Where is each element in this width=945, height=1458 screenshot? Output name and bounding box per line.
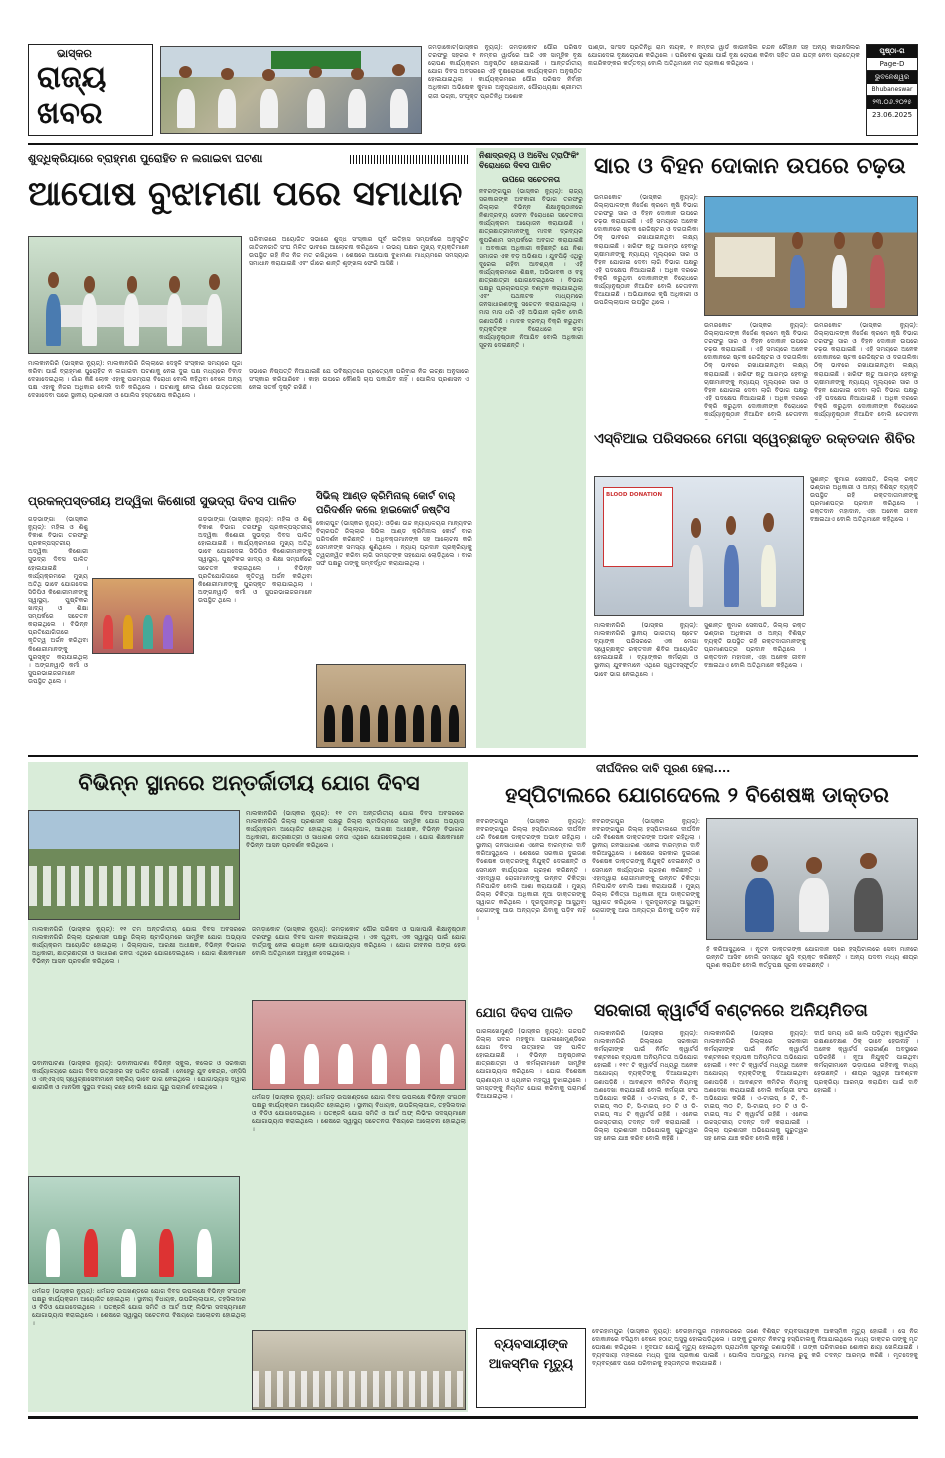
kicker-hatch — [350, 155, 470, 164]
drugs-body: ନବରଙ୍ଗପୁର (ଭାସ୍କର ନ୍ୟୁଜ୍): ରାଜ୍ୟ ସରକାରଙ୍କ ଅବକାରୀ ବିଭାଗ ତରଫରୁ ଜିଲ୍ଲାର ବିଭିନ୍ନ ଶିକ୍ଷାନୁଷ୍ଠାନରେ ନିଶାଦ୍ରବ୍ୟ ସେବନ ବିରୋଧରେ ସଚେତନତା କାର୍ଯ୍ୟକ୍ରମ ଆୟୋଜନ କରାଯାଉଛି । ଛାତ୍ରଛାତ୍ରୀମାନଙ୍କୁ ମାଦକ ଦ୍ରବ୍ୟର କୁପରିଣାମ ସମ୍ପର୍କରେ ଅବଗତ କରାଯାଇଛି । ଅବକାରୀ ଅଧିକାରୀ କହିଛନ୍ତି ଯେ ନିଶା ସମାଜର ଏକ ବଡ଼ ଅଭିଶାପ । ଯୁବପିଢ଼ି ଏଥିରୁ ଦୂରେଇ ରହିବା ଆବଶ୍ୟକ । ଏହି କାର୍ଯ୍ୟକ୍ରମରେ ଶିକ୍ଷକ, ଅଭିଭାବକ ଓ ବହୁ ଛାତ୍ରଛାତ୍ରୀ ଯୋଗଦେଇଥିଲେ । ବିଭାଗ ପକ୍ଷରୁ ପ୍ରଚାରପତ୍ର ବଣ୍ଟନ କରାଯାଇଥିଲା ଏବଂ ପଥନାଟକ ମାଧ୍ୟମରେ ଜନସାଧାରଣଙ୍କୁ ସଚେତନ କରାଯାଇଥିଲା । ମାସ ମାସ ଧରି ଏହି ଅଭିଯାନ ଚାଲିବ ବୋଲି ଜଣାପଡ଼ିଛି । ମାଦକ ଦ୍ରବ୍ୟ ବିକ୍ରି କରୁଥିବା ବ୍ୟକ୍ତିଙ୍କ ବିରୋଧରେ କଡ଼ା କାର୍ଯ୍ୟାନୁଷ୍ଠାନ ନିଆଯିବ ବୋଲି ଅଧିକାରୀ ସୂଚନା ଦେଇଛନ୍ତି । — [479, 188, 583, 349]
page-info-box — [866, 44, 918, 136]
quarters-body-2: ମାଲକାନଗିରି (ଭାସ୍କର ନ୍ୟୁଜ୍): ମାଲକାନଗିରି ଜିଲ୍ଲାରେ ସରକାରୀ କର୍ମଚାରୀଙ୍କ ପାଇଁ ନିର୍ମିତ କ୍ୱାର୍ଟର୍ସ ବଣ୍ଟନରେ ବ୍ୟାପକ ଅନିୟମିତତା ଅଭିଯୋଗ ହୋଇଛି । ୧୧୯ ଟି କ୍ୱାର୍ଟର୍ସ ମଧ୍ୟରୁ ଅନେକ ଅଯୋଗ୍ୟ ବ୍ୟକ୍ତିଙ୍କୁ ଦିଆଯାଇଥିବା ଜଣାପଡ଼ିଛି । ଆବଣ୍ଟନ କମିଟିର ନିୟମକୁ ଅଣଦେଖା କରାଯାଇଛି ବୋଲି କର୍ମଚାରୀ ସଂଘ ଅଭିଯୋଗ କରିଛି । ଏ-ଟାଇପ୍ ୫ ଟି, ବି-ଟାଇପ୍ ୩୦ ଟି, ସି-ଟାଇପ୍ ୫୦ ଟି ଓ ଡି-ଟାଇପ୍ ୩୪ ଟି କ୍ୱାର୍ଟର୍ସ ରହିଛି । ଏନେଇ ଉଚ୍ଚସ୍ତରୀୟ ତଦନ୍ତ ଦାବି କରାଯାଇଛି । ଜିଲ୍ଲା ପ୍ରଶାସନ ଅଭିଯୋଗକୁ ଗୁରୁତ୍ୱର ସହ ନେଇ ଯାଞ୍ଚ କରିବ ବୋଲି କହିଛି । — [704, 1030, 808, 1143]
drugs-sidebar — [476, 148, 586, 748]
seed-photo — [704, 196, 918, 316]
yoga-body-d: ଧର୍ମଗଡ଼ (ଭାସ୍କର ନ୍ୟୁଜ୍): ଧର୍ମଗଡ଼ ଉପଖଣ୍ଡରେ ଯୋଗ ଦିବସ ଉପଲକ୍ଷେ ବିଭିନ୍ନ ସଂଗଠନ ପକ୍ଷରୁ କାର୍ଯ୍ୟକ୍ରମ ଆୟୋଜିତ ହୋଇଥିଲା । ସ୍ଥାନୀୟ ବିଧାୟକ, ଉପଜିଲ୍ଲାପାଳ, ତହସିଲଦାର ଓ ବିଡିଓ ଯୋଗଦେଇଥିଲେ । ପତଞ୍ଜଳି ଯୋଗ ସମିତି ଓ ଆର୍ଟ ଅଫ୍ ଲିଭିଂର ସଦସ୍ୟମାନେ ଯୋଗାଭ୍ୟାସ କରାଇଥିଲେ । ଶେଷରେ ସ୍ୱାସ୍ଥ୍ୟ ସଚେତନତା ବିଷୟରେ ଆଲୋଚନା ହୋଇଥିଲା । — [252, 1094, 466, 1134]
yoga2-body: ପାରଳାଖେମୁଣ୍ଡି (ଭାସ୍କର ନ୍ୟୁଜ୍): ଗଜପତି ଜିଲ୍ଲା ସଦର ମହକୁମା ପାରଳାଖେମୁଣ୍ଡିରେ ଯୋଗ ଦିବସ ଉତ୍ସାହର ସହ ପାଳିତ ହୋଇଯାଇଛି । ବିଭିନ୍ନ ଅନୁଷ୍ଠାନର ଛାତ୍ରଛାତ୍ରୀ ଓ କର୍ମଚାରୀମାନେ ସାମୂହିକ ଯୋଗାଭ୍ୟାସ କରିଥିଲେ । ଯୋଗ ବିଶେଷଜ୍ଞ ପ୍ରାଣାୟାମ ଓ ଧ୍ୟାନର ମହତ୍ତ୍ୱ ବୁଝାଇଥିଲେ । ସମସ୍ତଙ୍କୁ ନିୟମିତ ଯୋଗ କରିବାକୁ ପରାମର୍ଶ ଦିଆଯାଇଥିଲା । — [476, 1028, 586, 1100]
page-label: ପୃଷ୍ଠା-ଗ — [867, 45, 917, 58]
seed-body: ଉମରକୋଟ (ଭାସ୍କର ନ୍ୟୁଜ୍): ଜିଲ୍ଲାପାଳଙ୍କ ନିର୍ଦ୍ଦେଶ କ୍ରମେ କୃଷି ବିଭାଗ ତରଫରୁ ସାର ଓ ବିହନ ଦୋକାନ ଉପରେ ଚଢ଼ଉ କରାଯାଇଛି । ଏହି ସମୟରେ ଅନେକ ଦୋକାନରେ ଷ୍ଟକ ରେଜିଷ୍ଟର ଓ ଦରତାଲିକା ଠିକ୍ ଭାବରେ ରଖାଯାଇନଥିବା ଲକ୍ଷ୍ୟ କରାଯାଇଛି । ଖରିଫ ଋତୁ ଆରମ୍ଭ ହେବାରୁ ଚାଷୀମାନଙ୍କୁ ନ୍ୟାଯ୍ୟ ମୂଲ୍ୟରେ ସାର ଓ ବିହନ ଯୋଗାଇ ଦେବା ଲାଗି ବିଭାଗ ପକ୍ଷରୁ ଏହି ପଦକ୍ଷେପ ନିଆଯାଇଛି । ଅଧିକ ଦରରେ ବିକ୍ରି କରୁଥିବା ଦୋକାନୀଙ୍କ ବିରୋଧରେ କାର୍ଯ୍ୟାନୁଷ୍ଠାନ ନିଆଯିବ ବୋଲି ଚେତାବନୀ ଦିଆଯାଇଛି । ଅଭିଯାନରେ କୃଷି ଅଧିକାରୀ ଓ ଉପଜିଲ୍ଲାପାଳ ଉପସ୍ଥିତ ଥିଲେ । — [594, 194, 698, 307]
story1-body-a: ମାଲକାନଗିରି (ଭାସ୍କର ନ୍ୟୁଜ୍): ମାଲକାନଗିରି ଜିଲ୍ଲାରେ ଦେହୁଳି ସଂସ୍କାର ସମୟରେ ପୂଜା କରିବା ପାଇଁ ବ୍ରାହ୍ମଣ ପୁରୋହିତ ନ ଲଗାଇବା ଘଟଣାକୁ ନେଇ ଦୁଇ ପକ୍ଷ ମଧ୍ୟରେ ବିବାଦ ଦେଖାଦେଇଥିଲା । ଗାଁର କିଛି ଲୋକ ଏହାକୁ ପରମ୍ପରା ବିରୋଧୀ ବୋଲି କହିଥିବା ବେଳେ ଅନ୍ୟ ପକ୍ଷ ଏହାକୁ ନିଜର ଅଧିକାର ବୋଲି ଦାବି କରିଥିଲେ । ଘଟଣାକୁ ନେଇ ଗାଁରେ ଉତ୍ତେଜନା ଦେଖାଦେବା ପରେ ସ୍ଥାନୀୟ ପ୍ରଶାସନ ଓ ପୋଲିସ ହସ୍ତକ୍ଷେପ କରିଥିଲେ । — [28, 360, 242, 400]
yoga-body-a: ମାଲକାନଗିରି (ଭାସ୍କର ନ୍ୟୁଜ୍): ୧୧ ତମ ଅନ୍ତର୍ଜାତୀୟ ଯୋଗ ଦିବସ ଅବସରରେ ମାଲକାନଗିରି ଜିଲ୍ଲା ପ୍ରଶାସନ ପକ୍ଷରୁ ଜିଲ୍ଲା ଷ୍ଟାଡିୟମରେ ସାମୂହିକ ଯୋଗ ଅଭ୍ୟାସ କାର୍ଯ୍ୟକ୍ରମ ଆୟୋଜିତ ହୋଇଥିଲା । ଜିଲ୍ଲାପାଳ, ଆରକ୍ଷୀ ଅଧୀକ୍ଷକ, ବିଭିନ୍ନ ବିଭାଗର ଅଧିକାରୀ, ଛାତ୍ରଛାତ୍ରୀ ଓ ସାଧାରଣ ଜନତା ଏଥିରେ ଯୋଗଦେଇଥିଲେ । ଯୋଗ ଶିକ୍ଷକମାନେ ବିଭିନ୍ନ ଆସନ ପ୍ରଦର୍ଶନ କରିଥିଲେ । — [246, 810, 464, 850]
yoga2-headline: ଯୋଗ ଦିବସ ପାଳିତ — [476, 1006, 573, 1021]
blood-banner-text: BLOOD DONATION — [606, 492, 663, 498]
story1-kicker: ଶୁଦ୍ଧିକ୍ରିୟାରେ ବ୍ରାହ୍ମଣ ପୁରୋହିତ ନ ଲଗାଇବା ଘଟଣା — [28, 152, 263, 165]
bottom-rule — [28, 1416, 918, 1419]
seed-headline: ସାର ଓ ବିହନ ଦୋକାନ ଉପରେ ଚଢ଼ଉ — [594, 154, 906, 179]
yoga-photo-3 — [28, 1176, 240, 1284]
hospital-body-b: ହଁ କରିଆସୁଥିଲେ । ନୂତନ ଡାକ୍ତରଙ୍କ ଯୋଗଦାନ ପରେ ହସ୍ପିଟାଲରେ ସେବା ମାନରେ ଉନ୍ନତି ଆସିବ ବୋଲି ସମସ୍ତେ ଖୁସି ବ୍ୟକ୍ତ କରିଛନ୍ତି । ଅନ୍ୟ ପଦବୀ ମଧ୍ୟ ଶୀଘ୍ର ପୂରଣ କରାଯିବ ବୋଲି କର୍ତ୍ତୃପକ୍ଷ ସୂଚନା ଦେଇଛନ୍ତି । — [706, 946, 918, 970]
brand-word1: ରାଜ୍ୟ — [37, 60, 107, 95]
court-photo — [316, 664, 466, 748]
story1-body-c: ସଭାରେ ନିଷ୍ପତ୍ତି ନିଆଯାଇଛି ଯେ ଭବିଷ୍ୟତରେ ପ୍ରତ୍ୟେକ ପରିବାର ନିଜ ଇଚ୍ଛା ଅନୁସାରେ ସଂସ୍କାର କରିପାରିବେ । କାହା ଉପରେ କୌଣସି ଚାପ ପକାଯିବ ନାହିଁ । ପୋଲିସ ପ୍ରଶାସନ ଏ ନେଇ ସତର୍କ ଦୃଷ୍ଟି ରଖିଛି । — [249, 368, 469, 392]
adolescent-headline: ପ୍ରକଳ୍ପସ୍ତରୀୟ ଅଦ୍ୱିକା କିଶୋରୀ ସୁଭଦ୍ରା ଦିବସ ପାଳିତ — [28, 494, 297, 508]
yoga-body-b: ଜମଡ଼ାକୋଟ (ଭାସ୍କର ନ୍ୟୁଜ୍): ଜମଡ଼ାକୋଟ ପୌର ପରିଷଦ ଓ ପାଖାପାଖି ଶିକ୍ଷାନୁଷ୍ଠାନ ତରଫରୁ ଯୋଗ ଦିବସ ପାଳନ କରାଯାଇଥିଲା । ଏକ ପୃଥିବୀ, ଏକ ସ୍ୱାସ୍ଥ୍ୟ ପାଇଁ ଯୋଗ ବାର୍ତ୍ତାକୁ ନେଇ ଶତାଧିକ ଲୋକ ଯୋଗାଭ୍ୟାସ କରିଥିଲେ । ଯୋଗ ଜୀବନର ଅଙ୍ଗ ହେଉ ବୋଲି ଅତିଥିମାନେ ଆହ୍ୱାନ ଦେଇଥିଲେ । — [252, 926, 466, 958]
death-headline: ବ୍ୟବସାୟୀଙ୍କ ଆକସ୍ମିକ ମୃତ୍ୟୁ — [488, 1337, 574, 1372]
city-en: Bhubaneswar — [867, 84, 917, 96]
brand-top: ଭାସ୍କର — [57, 47, 92, 60]
quarters-headline: ସରକାରୀ କ୍ୱାର୍ଟର୍ସ ବଣ୍ଟନରେ ଅନିୟମିତତା — [594, 1001, 868, 1021]
adolescent-body: ଗଡ଼ଭାଙ୍ଗା (ଭାସ୍କର ନ୍ୟୁଜ୍): ମହିଳା ଓ ଶିଶୁ ବିକାଶ ବିଭାଗ ତରଫରୁ ପ୍ରକଳ୍ପସ୍ତରୀୟ ଅଦ୍ୱିକା କିଶୋରୀ ସୁଭଦ୍ରା ଦିବସ ପାଳିତ ହୋଇଯାଇଛି । କାର୍ଯ୍ୟକ୍ରମରେ ମୁଖ୍ୟ ଅତିଥି ଭାବେ ଯୋଗଦେଇ ସିଡିପିଓ କିଶୋରୀମାନଙ୍କୁ ସ୍ୱାସ୍ଥ୍ୟ, ପୁଷ୍ଟିକର ଖାଦ୍ୟ ଓ ଶିକ୍ଷା ସମ୍ପର୍କରେ ସଚେତନ କରାଇଥିଲେ । ବିଭିନ୍ନ ପ୍ରତିଯୋଗିତାରେ କୃତିତ୍ୱ ଅର୍ଜନ କରିଥିବା କିଶୋରୀମାନଙ୍କୁ ପୁରସ୍କୃତ କରାଯାଇଥିଲା । ଅଙ୍ଗନୱାଡ଼ି କର୍ମୀ ଓ ସୁପରଭାଇଜରମାନେ ଉପସ୍ଥିତ ଥିଲେ । — [28, 516, 88, 685]
mid-rule — [28, 755, 918, 757]
adolescent-body-b: ଗଡ଼ଭାଙ୍ଗା (ଭାସ୍କର ନ୍ୟୁଜ୍): ମହିଳା ଓ ଶିଶୁ ବିକାଶ ବିଭାଗ ତରଫରୁ ପ୍ରକଳ୍ପସ୍ତରୀୟ ଅଦ୍ୱିକା କିଶୋରୀ ସୁଭଦ୍ରା ଦିବସ ପାଳିତ ହୋଇଯାଇଛି । କାର୍ଯ୍ୟକ୍ରମରେ ମୁଖ୍ୟ ଅତିଥି ଭାବେ ଯୋଗଦେଇ ସିଡିପିଓ କିଶୋରୀମାନଙ୍କୁ ସ୍ୱାସ୍ଥ୍ୟ, ପୁଷ୍ଟିକର ଖାଦ୍ୟ ଓ ଶିକ୍ଷା ସମ୍ପର୍କରେ ସଚେତନ କରାଇଥିଲେ । ବିଭିନ୍ନ ପ୍ରତିଯୋଗିତାରେ କୃତିତ୍ୱ ଅର୍ଜନ କରିଥିବା କିଶୋରୀମାନଙ୍କୁ ପୁରସ୍କୃତ କରାଯାଇଥିଲା । ଅଙ୍ଗନୱାଡ଼ି କର୍ମୀ ଓ ସୁପରଭାଇଜରମାନେ ଉପସ୍ଥିତ ଥିଲେ । — [198, 516, 312, 604]
blood-body-c: ସୁଶାନ୍ତ କୁମାର ସେନାପତି, ଜିଲ୍ଲା ରକ୍ତ ଭଣ୍ଡାର ଅଧିକାରୀ ଓ ଅନ୍ୟ ବିଶିଷ୍ଟ ବ୍ୟକ୍ତି ଉପସ୍ଥିତ ରହି ରକ୍ତଦାତାମାନଙ୍କୁ ପ୍ରମାଣପତ୍ର ପ୍ରଦାନ କରିଥିଲେ । ରକ୍ତଦାନ ମହାଦାନ, ଏହା ଅନେକ ଜୀବନ ବଞ୍ଚାଇଥାଏ ବୋଲି ଅତିଥିମାନେ କହିଥିଲେ । — [704, 622, 806, 670]
quarters-body-b: ଦୀର୍ଘ ସମୟ ଧରି ଖାଲି ପଡ଼ିଥିବା କ୍ୱାର୍ଟର୍ସର ରକ୍ଷଣାବେକ୍ଷଣ ଠିକ୍ ଭାବେ ହେଉନାହିଁ । ଅନେକ କ୍ୱାର୍ଟର୍ସ ଜରାଜୀର୍ଣ୍ଣ ଅବସ୍ଥାରେ ପଡ଼ିରହିଛି । ନୂଆ ନିଯୁକ୍ତି ପାଇଥିବା କର୍ମଚାରୀମାନେ ଭଡ଼ାଘରେ ରହିବାକୁ ବାଧ୍ୟ ହେଉଛନ୍ତି । ଶୀଘ୍ର ସ୍ୱଚ୍ଛ ଆବଣ୍ଟନ ପ୍ରକ୍ରିୟା ଆରମ୍ଭ କରାଯିବା ପାଇଁ ଦାବି ହୋଇଛି । — [814, 1030, 918, 1094]
hospital-body: ନବରଙ୍ଗପୁର (ଭାସ୍କର ନ୍ୟୁଜ୍): ନବରଙ୍ଗପୁର ଜିଲ୍ଲା ହସ୍ପିଟାଲରେ ଦୀର୍ଘଦିନ ଧରି ବିଶେଷଜ୍ଞ ଡାକ୍ତରଙ୍କ ଅଭାବ ରହିଥିଲା । ସ୍ଥାନୀୟ ଜନସାଧାରଣ ଏନେଇ ବାରମ୍ବାର ଦାବି କରିଆସୁଥିଲେ । ଶେଷରେ ସରକାର ଦୁଇଜଣ ବିଶେଷଜ୍ଞ ଡାକ୍ତରଙ୍କୁ ନିଯୁକ୍ତି ଦେଇଛନ୍ତି ଓ ସେମାନେ କାର୍ଯ୍ୟଭାର ଗ୍ରହଣ କରିଛନ୍ତି । ଏହାଦ୍ୱାରା ରୋଗୀମାନଙ୍କୁ ଉନ୍ନତ ଚିକିତ୍ସା ମିଳିପାରିବ ବୋଲି ଆଶା କରାଯାଉଛି । ମୁଖ୍ୟ ଜିଲ୍ଲା ଚିକିତ୍ସା ଅଧିକାରୀ ନୂଆ ଡାକ୍ତରଙ୍କୁ ସ୍ୱାଗତ କରିଥିଲେ । ଦୂରଦୂରାନ୍ତରୁ ଆସୁଥିବା ରୋଗୀଙ୍କୁ ଆଉ ଅନ୍ୟତ୍ର ଯିବାକୁ ପଡ଼ିବ ନାହିଁ । — [476, 818, 586, 923]
top-story-col2: ପାଣ୍ଡା, ସାଂସଦ ପ୍ରତିନିଧି ରାମ ନାୟକ, ୧ ନମ୍ବର ୱାର୍ଡ କାଉନସିଲ ଚନ୍ଦନ ଚୌହାନ ସହ ଅନ୍ୟ କାଉନସିଲର ଯୋଗଦେଇ ବୃକ୍ଷରୋପଣ କରିଥିଲେ । ପରିବେଶ ସୁରକ୍ଷା ପାଇଁ ବୃକ୍ଷ ରୋପଣ କରିବା ସହିତ ତାର ଯତ୍ନ ନେବା ପ୍ରତ୍ୟେକ ନାଗରିକଙ୍କର କର୍ତ୍ତବ୍ୟ ବୋଲି ଅତିଥିମାନେ ମତ ପ୍ରକାଶ କରିଥିଲେ । — [588, 44, 860, 68]
blood-body-a: ମାଲକାନଗିରି (ଭାସ୍କର ନ୍ୟୁଜ୍): ମାଲକାନଗିରି ସ୍ଥାନୀୟ ଭାରତୀୟ ଷ୍ଟେଟ ବ୍ୟାଙ୍କ ପରିସରରେ ଏକ ମେଗା ସ୍ୱେଚ୍ଛାକୃତ ରକ୍ତଦାନ ଶିବିର ଆୟୋଜିତ ହୋଇଯାଇଛି । ବ୍ୟାଙ୍କର କର୍ମଚାରୀ ଓ ସ୍ଥାନୀୟ ଯୁବକମାନେ ଏଥିରେ ସ୍ୱତଃସ୍ଫୂର୍ତ୍ତ ଭାବେ ଭାଗ ନେଇଥିଲେ । — [594, 622, 698, 678]
hospital-photo — [706, 818, 918, 940]
story1-body-b: ପରିବାରରେ ଅୟୋଜିତ ସଭାରେ ଶୁଦ୍ଧ ସଂସ୍କାର ପୂର୍ବ ଇତିହାସ ସମ୍ପର୍କରେ ଅନୁସୂଚିତ ଜାତିଜନଜାତି ସଂଘ ମିଳିତ ଭାବରେ ଆଲୋଚନା କରିଥିଲେ । ଉଭୟ ପକ୍ଷର ମୁଖ୍ୟ ବ୍ୟକ୍ତିମାନେ ଉପସ୍ଥିତ ରହି ନିଜ ନିଜ ମତ ରଖିଥିଲେ । ଶେଷରେ ଆପୋଷ ବୁଝାମଣା ମାଧ୍ୟମରେ ସମସ୍ୟାର ସମାଧାନ କରାଯାଇଛି ଏବଂ ଗାଁରେ ଶାନ୍ତି ଶୃଙ୍ଖଳା ଫେରି ଆସିଛି । — [249, 236, 469, 268]
yoga-body-e: ଧର୍ମଗଡ଼ (ଭାସ୍କର ନ୍ୟୁଜ୍): ଧର୍ମଗଡ଼ ଉପଖଣ୍ଡରେ ଯୋଗ ଦିବସ ଉପଲକ୍ଷେ ବିଭିନ୍ନ ସଂଗଠନ ପକ୍ଷରୁ କାର୍ଯ୍ୟକ୍ରମ ଆୟୋଜିତ ହୋଇଥିଲା । ସ୍ଥାନୀୟ ବିଧାୟକ, ଉପଜିଲ୍ଲାପାଳ, ତହସିଲଦାର ଓ ବିଡିଓ ଯୋଗଦେଇଥିଲେ । ପତଞ୍ଜଳି ଯୋଗ ସମିତି ଓ ଆର୍ଟ ଅଫ୍ ଲିଭିଂର ସଦସ୍ୟମାନେ ଯୋଗାଭ୍ୟାସ କରାଇଥିଲେ । ଶେଷରେ ସ୍ୱାସ୍ଥ୍ୟ ସଚେତନତା ବିଷୟରେ ଆଲୋଚନା ହୋଇଥିଲା । — [32, 1288, 246, 1328]
story1-photo — [28, 236, 242, 354]
court-body: କୋରାପୁଟ (ଭାସ୍କର ନ୍ୟୁଜ୍): ଓଡ଼ିଶା ଉଚ୍ଚ ନ୍ୟାୟାଳୟର ମାନ୍ୟବର ବିଚାରପତି ଜିଲ୍ଲାର ସିଭିଲ ଆଣ୍ଡ କ୍ରିମିନାଲ କୋର୍ଟ ବାର ପରିଦର୍ଶନ କରିଛନ୍ତି । ଅଧିବକ୍ତାମାନଙ୍କ ସହ ଆଲୋଚନା କରି ସେମାନଙ୍କ ସମସ୍ୟା ଶୁଣିଥିଲେ । ନ୍ୟାୟ ପ୍ରଦାନ ପ୍ରକ୍ରିୟାକୁ ତ୍ୱରାନ୍ୱିତ କରିବା ଲାଗି ସମସ୍ତଙ୍କ ସହଯୋଗ ଲୋଡ଼ିଥିଲେ । ବାର ସଙ୍ଘ ପକ୍ଷରୁ ତାଙ୍କୁ ସମ୍ବର୍ଦ୍ଧିତ କରାଯାଇଥିଲା । — [316, 520, 472, 568]
date-en: 23.06.2025 — [871, 111, 913, 119]
drugs-kicker: ଉପରେ ସଚେତନତା — [502, 175, 560, 184]
brand-word2: ଖବର — [37, 96, 103, 131]
yoga-headline: ବିଭିନ୍ନ ସ୍ଥାନରେ ଅନ୍ତର୍ଜାତୀୟ ଯୋଗ ଦିବସ — [78, 771, 420, 795]
story1-headline: ଆପୋଷ ବୁଝାମଣା ପରେ ସମାଧାନ — [28, 174, 463, 214]
quarters-body: ମାଲକାନଗିରି (ଭାସ୍କର ନ୍ୟୁଜ୍): ମାଲକାନଗିରି ଜିଲ୍ଲାରେ ସରକାରୀ କର୍ମଚାରୀଙ୍କ ପାଇଁ ନିର୍ମିତ କ୍ୱାର୍ଟର୍ସ ବଣ୍ଟନରେ ବ୍ୟାପକ ଅନିୟମିତତା ଅଭିଯୋଗ ହୋଇଛି । ୧୧୯ ଟି କ୍ୱାର୍ଟର୍ସ ମଧ୍ୟରୁ ଅନେକ ଅଯୋଗ୍ୟ ବ୍ୟକ୍ତିଙ୍କୁ ଦିଆଯାଇଥିବା ଜଣାପଡ଼ିଛି । ଆବଣ୍ଟନ କମିଟିର ନିୟମକୁ ଅଣଦେଖା କରାଯାଇଛି ବୋଲି କର୍ମଚାରୀ ସଂଘ ଅଭିଯୋଗ କରିଛି । ଏ-ଟାଇପ୍ ୫ ଟି, ବି-ଟାଇପ୍ ୩୦ ଟି, ସି-ଟାଇପ୍ ୫୦ ଟି ଓ ଡି-ଟାଇପ୍ ୩୪ ଟି କ୍ୱାର୍ଟର୍ସ ରହିଛି । ଏନେଇ ଉଚ୍ଚସ୍ତରୀୟ ତଦନ୍ତ ଦାବି କରାଯାଇଛି । ଜିଲ୍ଲା ପ୍ରଶାସନ ଅଭିଯୋଗକୁ ଗୁରୁତ୍ୱର ସହ ନେଇ ଯାଞ୍ଚ କରିବ ବୋଲି କହିଛି । — [594, 1030, 698, 1143]
death-body: ବେରହାମପୁର (ଭାସ୍କର ନ୍ୟୁଜ୍): ବେରହାମପୁର ମହାନଗରରେ ଜଣେ ବିଶିଷ୍ଟ ବ୍ୟବସାୟୀଙ୍କ ଆକସ୍ମିକ ମୃତ୍ୟୁ ହୋଇଛି । ସେ ନିଜ ଦୋକାନରେ ବସିଥିବା ବେଳେ ହଠାତ୍ ଅସୁସ୍ଥ ହୋଇପଡ଼ିଥିଲେ । ତାଙ୍କୁ ତୁରନ୍ତ ନିକଟସ୍ଥ ହସ୍ପିଟାଲକୁ ନିଆଯାଇଥିଲେ ମଧ୍ୟ ଡାକ୍ତର ତାଙ୍କୁ ମୃତ ଘୋଷଣା କରିଥିଲେ । ହୃଦଘାତ ଯୋଗୁଁ ମୃତ୍ୟୁ ହୋଇଥିବା ପ୍ରାଥମିକ ସୂଚନାରୁ ଜଣାପଡ଼ିଛି । ତାଙ୍କ ପରିବାରରେ ଶୋକର ଛାୟା ଖେଳିଯାଇଛି । ବ୍ୟବସାୟୀ ମହଲରେ ମଧ୍ୟ ଦୁଃଖ ପ୍ରକାଶ ପାଇଛି । ପୋଲିସ ଅପମୃତ୍ୟୁ ମାମଲା ରୁଜୁ କରି ତଦନ୍ତ ଆରମ୍ଭ କରିଛି । ମୃତଦେହକୁ ବ୍ୟବଚ୍ଛେଦ ପରେ ପରିବାରକୁ ହସ୍ତାନ୍ତର କରାଯାଇଛି । — [592, 1328, 918, 1368]
hospital-body-2: ନବରଙ୍ଗପୁର (ଭାସ୍କର ନ୍ୟୁଜ୍): ନବରଙ୍ଗପୁର ଜିଲ୍ଲା ହସ୍ପିଟାଲରେ ଦୀର୍ଘଦିନ ଧରି ବିଶେଷଜ୍ଞ ଡାକ୍ତରଙ୍କ ଅଭାବ ରହିଥିଲା । ସ୍ଥାନୀୟ ଜନସାଧାରଣ ଏନେଇ ବାରମ୍ବାର ଦାବି କରିଆସୁଥିଲେ । ଶେଷରେ ସରକାର ଦୁଇଜଣ ବିଶେଷଜ୍ଞ ଡାକ୍ତରଙ୍କୁ ନିଯୁକ୍ତି ଦେଇଛନ୍ତି ଓ ସେମାନେ କାର୍ଯ୍ୟଭାର ଗ୍ରହଣ କରିଛନ୍ତି । ଏହାଦ୍ୱାରା ରୋଗୀମାନଙ୍କୁ ଉନ୍ନତ ଚିକିତ୍ସା ମିଳିପାରିବ ବୋଲି ଆଶା କରାଯାଉଛି । ମୁଖ୍ୟ ଜିଲ୍ଲା ଚିକିତ୍ସା ଅଧିକାରୀ ନୂଆ ଡାକ୍ତରଙ୍କୁ ସ୍ୱାଗତ କରିଥିଲେ । ଦୂରଦୂରାନ୍ତରୁ ଆସୁଥିବା ରୋଗୀଙ୍କୁ ଆଉ ଅନ୍ୟତ୍ର ଯିବାକୁ ପଡ଼ିବ ନାହିଁ । — [592, 818, 700, 923]
page-code: Page-D — [867, 58, 917, 71]
seed-body-c: ଉମରକୋଟ (ଭାସ୍କର ନ୍ୟୁଜ୍): ଜିଲ୍ଲାପାଳଙ୍କ ନିର୍ଦ୍ଦେଶ କ୍ରମେ କୃଷି ବିଭାଗ ତରଫରୁ ସାର ଓ ବିହନ ଦୋକାନ ଉପରେ ଚଢ଼ଉ କରାଯାଇଛି । ଏହି ସମୟରେ ଅନେକ ଦୋକାନରେ ଷ୍ଟକ ରେଜିଷ୍ଟର ଓ ଦରତାଲିକା ଠିକ୍ ଭାବରେ ରଖାଯାଇନଥିବା ଲକ୍ଷ୍ୟ କରାଯାଇଛି । ଖରିଫ ଋତୁ ଆରମ୍ଭ ହେବାରୁ ଚାଷୀମାନଙ୍କୁ ନ୍ୟାଯ୍ୟ ମୂଲ୍ୟରେ ସାର ଓ ବିହନ ଯୋଗାଇ ଦେବା ଲାଗି ବିଭାଗ ପକ୍ଷରୁ ଏହି ପଦକ୍ଷେପ ନିଆଯାଇଛି । ଅଧିକ ଦରରେ ବିକ୍ରି କରୁଥିବା ଦୋକାନୀଙ୍କ ବିରୋଧରେ କାର୍ଯ୍ୟାନୁଷ୍ଠାନ ନିଆଯିବ ବୋଲି ଚେତାବନୀ — [814, 322, 918, 419]
death-headline-box — [476, 1328, 586, 1408]
drugs-headline: ନିଶାଦ୍ରବ୍ୟ ଓ ଅବୈଧ ଟ୍ରାଫିକିଂ ବିରୋଧରେ ଦିବସ ପାଳିତ — [479, 151, 579, 170]
top-story-col1: ଜମଡ଼ାକୋଟ(ଭାସ୍କର ନ୍ୟୁଜ୍): ଜମଡ଼ାକୋଟ ପୌର ପରିଷଦ ତରଫରୁ ସହରର ୧ ନମ୍ବର ୱାର୍ଡରେ ଆଜି ଏକ ସାମୂହିକ ବୃକ୍ଷ ରୋପଣ କାର୍ଯ୍ୟକ୍ରମ ଅନୁଷ୍ଠିତ ହୋଇଯାଇଛି । ଆନ୍ତର୍ଜାତୀୟ ଯୋଗ ଦିବସ ଅବସରରେ ଏହି ବୃକ୍ଷରୋପଣ କାର୍ଯ୍ୟକ୍ରମ ଅନୁଷ୍ଠିତ ହୋଇଯାଇଥିଲା । କାର୍ଯ୍ୟକ୍ରମରେ ପୌର ପରିଷଦ ନିର୍ବାହୀ ଅଧିକାରୀ ଅଭିଷେକ କୁମାର ଅନୁପ୍ରଧାନ, ପୌରାଧ୍ୟକ୍ଷା ଶ୍ରୀମତୀ ରାଜୀ ଭଗ୍ନା, ସଂପୃକ୍ତ ପ୍ରତିନିଧି ଅଶୋକ — [428, 44, 582, 100]
top-rule — [28, 143, 918, 145]
city-odia: ଭୁବନେଶ୍ୱର — [867, 71, 917, 84]
blood-photo — [594, 476, 804, 616]
masthead — [28, 44, 153, 136]
blood-body-b: ସୁଶାନ୍ତ କୁମାର ସେନାପତି, ଜିଲ୍ଲା ରକ୍ତ ଭଣ୍ଡାର ଅଧିକାରୀ ଓ ଅନ୍ୟ ବିଶିଷ୍ଟ ବ୍ୟକ୍ତି ଉପସ୍ଥିତ ରହି ରକ୍ତଦାତାମାନଙ୍କୁ ପ୍ରମାଣପତ୍ର ପ୍ରଦାନ କରିଥିଲେ । ରକ୍ତଦାନ ମହାଦାନ, ଏହା ଅନେକ ଜୀବନ ବଞ୍ଚାଇଥାଏ ବୋଲି ଅତିଥିମାନେ କହିଥିଲେ । — [810, 476, 918, 524]
seed-body-b: ଉମରକୋଟ (ଭାସ୍କର ନ୍ୟୁଜ୍): ଜିଲ୍ଲାପାଳଙ୍କ ନିର୍ଦ୍ଦେଶ କ୍ରମେ କୃଷି ବିଭାଗ ତରଫରୁ ସାର ଓ ବିହନ ଦୋକାନ ଉପରେ ଚଢ଼ଉ କରାଯାଇଛି । ଏହି ସମୟରେ ଅନେକ ଦୋକାନରେ ଷ୍ଟକ ରେଜିଷ୍ଟର ଓ ଦରତାଲିକା ଠିକ୍ ଭାବରେ ରଖାଯାଇନଥିବା ଲକ୍ଷ୍ୟ କରାଯାଇଛି । ଖରିଫ ଋତୁ ଆରମ୍ଭ ହେବାରୁ ଚାଷୀମାନଙ୍କୁ ନ୍ୟାଯ୍ୟ ମୂଲ୍ୟରେ ସାର ଓ ବିହନ ଯୋଗାଇ ଦେବା ଲାଗି ବିଭାଗ ପକ୍ଷରୁ ଏହି ପଦକ୍ଷେପ ନିଆଯାଇଛି । ଅଧିକ ଦରରେ ବିକ୍ରି କରୁଥିବା ଦୋକାନୀଙ୍କ ବିରୋଧରେ କାର୍ଯ୍ୟାନୁଷ୍ଠାନ ନିଆଯିବ ବୋଲି ଚେତାବନୀ — [704, 322, 808, 419]
yoga-body-a2: ମାଲକାନଗିରି (ଭାସ୍କର ନ୍ୟୁଜ୍): ୧୧ ତମ ଅନ୍ତର୍ଜାତୀୟ ଯୋଗ ଦିବସ ଅବସରରେ ମାଲକାନଗିରି ଜିଲ୍ଲା ପ୍ରଶାସନ ପକ୍ଷରୁ ଜିଲ୍ଲା ଷ୍ଟାଡିୟମରେ ସାମୂହିକ ଯୋଗ ଅଭ୍ୟାସ କାର୍ଯ୍ୟକ୍ରମ ଆୟୋଜିତ ହୋଇଥିଲା । ଜିଲ୍ଲାପାଳ, ଆରକ୍ଷୀ ଅଧୀକ୍ଷକ, ବିଭିନ୍ନ ବିଭାଗର ଅଧିକାରୀ, ଛାତ୍ରଛାତ୍ରୀ ଓ ସାଧାରଣ ଜନତା ଏଥିରେ ଯୋଗଦେଇଥିଲେ । ଯୋଗ ଶିକ୍ଷକମାନେ ବିଭିନ୍ନ ଆସନ ପ୍ରଦର୍ଶନ କରିଥିଲେ । — [32, 926, 246, 966]
hospital-kicker: ଦୀର୍ଘଦିନର ଦାବି ପୂରଣ ହେଲା.... — [596, 762, 731, 775]
blood-headline: ଏସ୍‌ବିଆଇ ପରିସରରେ ମେଗା ସ୍ୱେଚ୍ଛାକୃତ ରକ୍ତଦାନ ଶିବିର — [594, 431, 916, 447]
hospital-headline: ହସ୍ପିଟାଲରେ ଯୋଗଦେଲେ ୨ ବିଶେଷଜ୍ଞ ଡାକ୍ତର — [505, 783, 889, 807]
yoga-photo-1 — [28, 810, 240, 920]
top-photo — [160, 46, 422, 134]
blood-banner — [603, 487, 673, 567]
adolescent-photo — [92, 578, 194, 654]
yoga-photo-4 — [252, 1330, 466, 1410]
yoga-photo-2 — [252, 1000, 466, 1090]
court-headline: ସିଭିଲ୍ ଆଣ୍ଡ କ୍ରିମିନାଲ୍ କୋର୍ଟ ବାର୍ ପରିଦର୍ଶନ କଲେ ହାଇକୋର୍ଟ ଜଷ୍ଟିସ — [316, 491, 456, 516]
yoga-body-c: ଭବାନୀପାଟଣା (ଭାସ୍କର ନ୍ୟୁଜ୍): ଭବାନୀପାଟଣା ବିଭିନ୍ନ ସ୍କୁଲ, କଲେଜ ଓ ସରକାରୀ କାର୍ଯ୍ୟାଳୟରେ ଯୋଗ ଦିବସ ଉତ୍ସାହର ସହ ପାଳିତ ହୋଇଛି । ନେହେରୁ ଯୁବ କେନ୍ଦ୍ର, ଏନ୍‌ସିସି ଓ ଏନ୍‌ଏସ୍‌ଏସ୍ ସ୍ୱେଚ୍ଛାସେବୀମାନେ ସକ୍ରିୟ ଭାବେ ଭାଗ ନେଇଥିଲେ । ଯୋଗାଭ୍ୟାସ ଦ୍ୱାରା ଶାରୀରିକ ଓ ମାନସିକ ସୁସ୍ଥତା ବଜାୟ ରହେ ବୋଲି ଯୋଗ ଗୁରୁ ପରାମର୍ଶ ଦେଇଥିଲେ । — [32, 1060, 246, 1092]
date-odia: ୨୩.୦୬.୨୦୨୫ — [867, 96, 917, 109]
